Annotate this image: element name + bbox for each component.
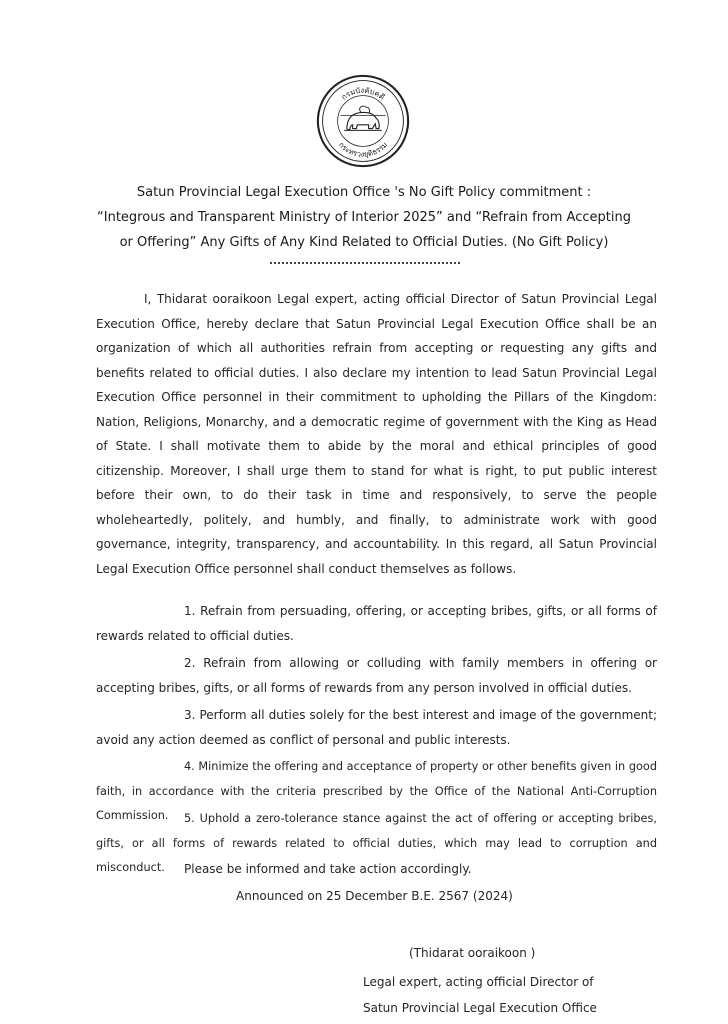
closing-line: Please be informed and take action accordingly. — [184, 862, 472, 876]
signatory-name: (Thidarat ooraikoon ) — [409, 946, 536, 960]
policy-item-1: 1. Refrain from persuading, offering, or accepting bribes, gifts, or all forms of rewards related to official duties. — [96, 604, 657, 643]
announcement-date: Announced on 25 December B.E. 2567 (2024) — [236, 889, 513, 903]
policy-item-3: 3. Perform all duties solely for the best interest and image of the government; avoid any action deemed as conflict of personal and public interests. — [96, 708, 657, 747]
svg-text:กระทรวงยุติธรรม — [337, 140, 390, 159]
signatory-office: Satun Provincial Legal Execution Office — [363, 1001, 597, 1015]
policy-item-2: 2. Refrain from allowing or colluding with family members in offering or accepting bribes, gifts, or all forms of rewards from any person involved in official duties. — [96, 656, 657, 695]
seal-text-top: กรมบังคับคดี — [339, 85, 387, 102]
dotted-divider — [270, 262, 460, 264]
seal-text-bottom: กระทรวงยุติธรรม — [336, 140, 390, 159]
title-line-3: or Offering” Any Gifts of Any Kind Related to Official Duties. (No Gift Policy) — [119, 235, 609, 250]
elephant-seal-icon — [316, 74, 410, 168]
policy-item-5: 5. Uphold a zero-tolerance stance against the act of offering or accepting bribes, gifts, or all forms of rewards related to official duties, which may lead to corruption and misconduct. — [96, 812, 657, 874]
title-line-1: Satun Provincial Legal Execution Office 's No Gift Policy commitment : — [136, 185, 592, 200]
svg-text:กรมบังคับคดี — [340, 86, 387, 102]
policy-item-4: 4. Minimize the offering and acceptance of property or other benefits given in good faith, in accordance with the criteria prescribed by the Office of the National Anti-Corruption Commission. — [96, 760, 657, 822]
title-line-2: “Integrous and Transparent Ministry of Interior 2025” and “Refrain from Accepting — [97, 210, 631, 225]
signatory-title: Legal expert, acting official Director of — [363, 975, 594, 989]
intro-paragraph: I, Thidarat ooraikoon Legal expert, acting official Director of Satun Provincial Legal Execution Office, hereby declare that Satun Provincial Legal Execution Office shall be an organization of which all authorities refrain from accepting or requesting any gifts and benefits related to official duties. I also declare my intention to lead Satun Provincial Legal Execution Office personnel in their commitment to upholding the Pillars of the Kingdom: Nation, Religions, Monarchy, and a democratic regime of government with the King as Head of State. I shall motivate them to abide by the moral and ethical principles of good citizenship. Moreover, I shall urge them to stand for what is right, to put public interest before their own, to do their task in time and responsively, to serve the people wholeheartedly, politely, and humbly, and finally, to administrate work with good governance, integrity, transparency, and accountability. In this regard, all Satun Provincial Legal Execution Office personnel shall conduct themselves as follows. — [96, 292, 657, 576]
